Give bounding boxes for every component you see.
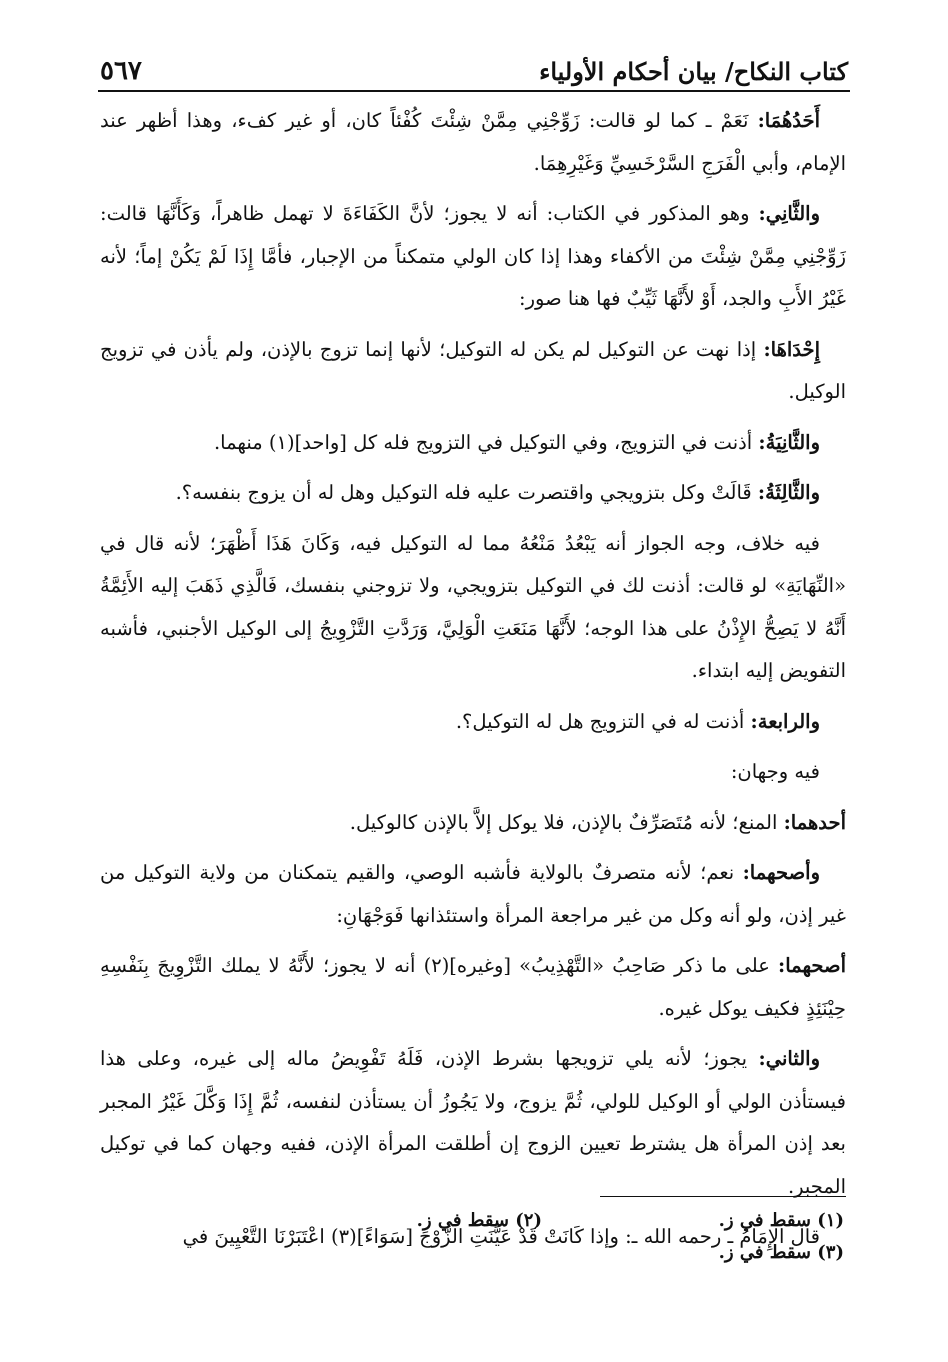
chapter-title: كتاب النكاح/ بيان أحكام الأولياء [539, 57, 848, 86]
paragraph [100, 701, 846, 744]
paragraph-text: يجوز؛ لأنه يلي تزويجها بشرط الإذن، فَلَهُ تَفْوِيضُ ماله إلى غيره، وعلى هذا فيستأذن الولي أو الوكيل للولي، ثُمَّ يزوج، ولا يَجُوزُ أن يستأذن لنفسه، ثُمَّ إِذَا وَكَّلَ غَيْرُ المجبر بعد إذن المرأة هل يشترط تعيين الزوج إن أطلقت المرأة الإذن، ففيه وجهان كما في توكيل المجبر. [100, 1047, 846, 1198]
paragraph-lead: أحدهما: [783, 810, 846, 834]
paragraph [100, 193, 846, 321]
footnote-rule [600, 1196, 846, 1197]
paragraph [100, 100, 846, 185]
paragraph-lead: أَحَدُهُمَا: [757, 109, 820, 132]
paragraph-text: نَعَمْ ـ كما لو قالت: زَوِّجْنِي مِمَّنْ شِئْتَ كُفْئاً كان، أو غير كفء، وهذا أظهر عند الإمام، وأبي الْفَرَجِ السَّرْخَسِيِّ وَغَيْرِهِمَا. [100, 109, 846, 175]
paragraph-lead: والثَّانِيَةُ: [758, 430, 820, 454]
paragraph-text: قَالَتْ وكل بتزويجي واقتصرت عليه فله التوكيل وهل له أن يزوج بنفسه؟. [175, 481, 758, 504]
paragraph-text: وهو المذكور في الكتاب: أنه لا يجوز؛ لأنَّ الكَفَاءَةَ لا تهمل ظاهراً، وَكَأَنَّهَا قالت: زَوِّجْنِي مِمَّنْ شِئْتَ من الأكفاء وهذا إذا كان الولي متمكناً من الإجبار، فأمَّا إِذَا لَمْ يَكُنْ إماً؛ لأنه غَيْرُ الأَبِ والجد، أَوْ لأَنَّهَا ثَيِّبٌ فها هنا صور: [100, 202, 846, 310]
paragraph-lead: إِحْدَاهَا: [763, 337, 820, 361]
paragraph-text: المنع؛ لأنه مُتَصَرِّفٌ بالإذن، فلا يوكل إلاَّ بالإذن كالوكيل. [349, 810, 784, 834]
paragraph-text: أذنت له في التزويج هل له التوكيل؟. [455, 709, 751, 733]
paragraph-lead: أصحهما: [778, 954, 846, 977]
paragraph [100, 422, 846, 465]
paragraph [100, 945, 846, 1030]
paragraph [100, 852, 846, 937]
paragraph-text: أذنت في التزويج، وفي التوكيل في التزويج فله كل [واحد](١) منهما. [213, 430, 759, 454]
paragraph-lead: وأصحهما: [742, 861, 820, 884]
footnote-1: (١) سقط في ز. [718, 1210, 844, 1231]
footnote-2: (٢) سقط في ز. [416, 1210, 542, 1231]
paragraph [100, 751, 846, 794]
paragraph-text: على ما ذكر صَاحِبُ «التَّهْذِيبُ» [وغيره](٢) أنه لا يجوز؛ لأَنَّهُ لا يملك التَّزْوِيجَ بِنَفْسِهِ حِيْنَئِذٍ فكيف يوكل غيره. [100, 954, 846, 1020]
paragraph-text: فيه خلاف، وجه الجواز أنه يَبْعُدُ مَنْعُهُ مما له التوكيل فيه، وَكَانَ هَذَا أَظْهَرَ؛ لأنه قال في «النِّهَايَةِ» لو قالت: أذنت لك في التوكيل بتزويجي، ولا تزوجني بنفسك، فَالَّذِي ذَهَبَ إليه الأَئِمَّةُ أَنَّهُ لا يَصِحُّ الإِذْنُ على هذا الوجه؛ لأَنَّهَا مَنَعَتِ الْوَلِيَّ، وَرَدَّتِ التَّزْوِيجُ إلى الوكيل الأجنبي، فأشبه التفويض إليه ابتداء. [100, 531, 846, 682]
page-number: ٥٦٧ [100, 56, 142, 86]
paragraph-text: نعم؛ لأنه متصرفٌ بالولاية فأشبه الوصي، والقيم يتمكنان من ولاية التوكيل من غير إذن، ولو أنه وكل من غير مراجعة المرأة واستئذانها فَوَجْهَانِ: [100, 861, 846, 927]
footnote-3: (٣) سقط في ز. [718, 1242, 844, 1263]
paragraph-text: فيه وجهان: [730, 760, 820, 783]
main-text [100, 100, 846, 1267]
paragraph-lead: والثَّالِثَةُ: [757, 481, 820, 504]
footnote-row [100, 1242, 846, 1263]
paragraph-lead: والثاني: [758, 1047, 820, 1070]
paragraph [100, 472, 846, 515]
paragraph [100, 1038, 846, 1208]
header-rule [98, 90, 850, 92]
paragraph [100, 523, 846, 693]
footnote-row [100, 1210, 846, 1231]
paragraph [100, 329, 846, 414]
paragraph-lead: والثَّانِي: [758, 202, 820, 225]
running-header [100, 36, 848, 86]
paragraph-lead: والرابعة: [750, 709, 820, 733]
paragraph-text: إذا نهت عن التوكيل لم يكن له التوكيل؛ لأنها إنما تزوج بالإذن، ولم يأذن في تزويج الوكيل. [100, 337, 846, 403]
paragraph [100, 802, 846, 845]
paragraph-text: قال الإِمَامُ ـ رحمه الله ـ: وإذا كَانَتْ قَدْ عَيَّنَتِ الزَّوْجَ [سَوَاءً](٣) اعْتَبَرْنَا التَّعْيِينَ في [182, 1225, 820, 1248]
